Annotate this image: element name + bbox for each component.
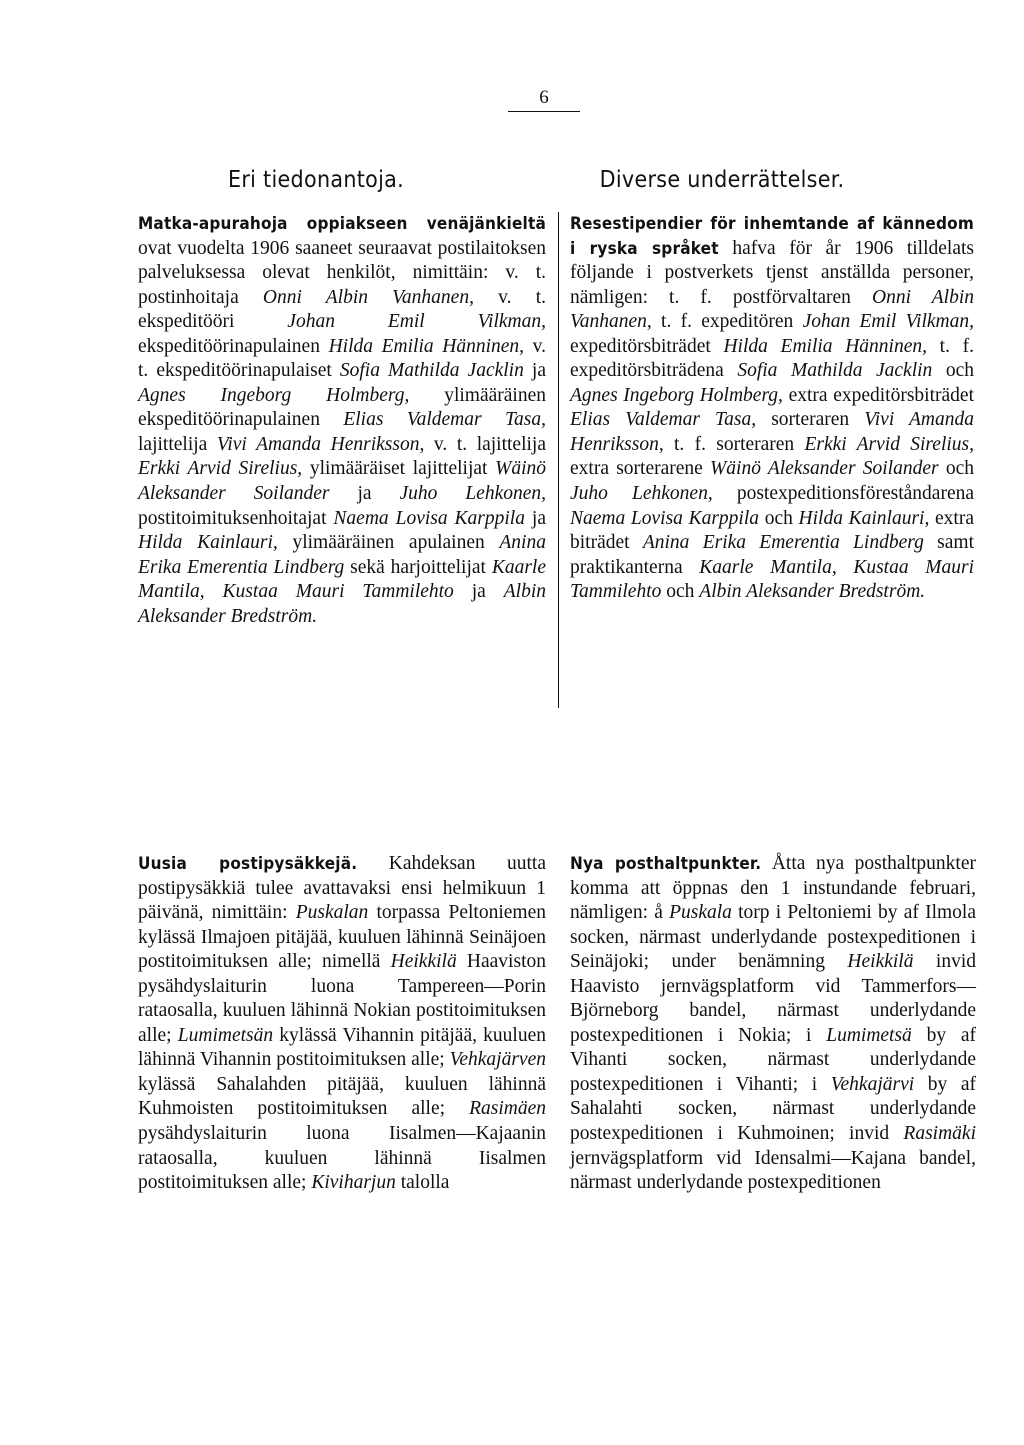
paragraph <box>570 212 974 605</box>
person-name: Erkki Arvid Sirelius, <box>804 433 974 455</box>
text: ylimääräinen ekspeditöörinapulainen <box>138 384 546 431</box>
person-name: Kaarle Mantila, Kustaa Mauri Tammilehto <box>570 556 974 603</box>
text: ovat vuodelta 1906 saaneet seuraavat postilaitoksen palveluksessa olevat henkilöt, nimittäin: v. t. postinhoitaja <box>138 237 546 308</box>
person-name: Hilda Emilia Hänninen, <box>328 335 525 357</box>
person-name: Vivi Amanda Henriksson, <box>216 433 425 455</box>
place-name: Heikkilä <box>390 951 457 973</box>
place-name: Vehkajärvi <box>830 1073 915 1095</box>
person-name: Vivi Amanda Henriksson, <box>570 409 974 455</box>
person-name: Elias Valdemar Tasa, <box>343 409 546 431</box>
place-name: Puskala <box>669 902 732 924</box>
page-number: 6 <box>539 87 549 108</box>
scholarship-notice-finnish <box>138 212 546 629</box>
text: torpassa Peltoniemen kylässä Ilmajoen pitäjää, kuuluen lähinnä Seinäjoen postitoimituksen alle; nimellä <box>138 902 546 973</box>
person-name: Naema Lovisa Karppila <box>333 507 525 529</box>
text: torp i Peltoniemi by af Ilmola socken, närmast underlydande postexpeditionen i Seinäjoki; under benämning <box>570 902 977 973</box>
heading-finnish: Eri tiedonantoja. <box>227 167 405 193</box>
text: och <box>932 360 974 382</box>
place-name: Vehkajärven <box>449 1049 546 1071</box>
place-name: Rasimäki <box>903 1123 976 1145</box>
paragraph-lead: Resestipendier för inhemtande af kännedom i ryska språket <box>570 214 974 259</box>
person-name: Elias Valdemar Tasa, <box>570 409 757 431</box>
person-name: Johan Emil Vilkman, <box>802 311 974 333</box>
place-name: Heikkilä <box>847 951 914 973</box>
text: extra sorterarene <box>570 458 711 480</box>
text: pysähdyslaiturin luona Iisalmen—Kajaanin rataosalla, kuuluen lähinnä Iisalmen postitoimituksen alle; <box>138 1123 546 1194</box>
text: t. f. expeditörsbiträdena <box>570 335 974 382</box>
text: samt praktikanterna <box>570 532 974 578</box>
person-name: Onni Albin Vanhanen, <box>570 286 974 333</box>
column-divider <box>558 212 559 708</box>
text: Åtta nya posthaltpunkter komma att öppnas den 1 instundande februari, nämligen: å <box>570 853 976 924</box>
person-name: Anina Erika Emerentia Lindberg <box>642 532 924 554</box>
person-name: Naema Lovisa Karppila <box>570 507 760 529</box>
paragraph <box>570 852 976 1196</box>
page-number-rule <box>508 111 580 112</box>
place-name: Lumimetsän <box>177 1024 274 1046</box>
person-name: Johan Emil Vilkman, <box>287 311 546 333</box>
text: ekspeditöörinapulainen <box>138 335 329 357</box>
text: kylässä Vihannin pitäjää, kuuluen lähinnä Vihannin postitoimituksen alle; <box>138 1024 546 1071</box>
text: jernvägsplatform vid Idensalmi—Kajana bandel, närmast underlydande postexpeditionen <box>570 1147 976 1194</box>
text: v. t. lajittelija <box>424 433 546 455</box>
text: Kahdeksan uutta postipysäkkiä tulee avattavaksi ensi helmikuun 1 päivänä, nimittäin: <box>138 853 546 924</box>
paragraph-lead: Matka-apurahoja oppiakseen venäjänkieltä <box>138 214 546 234</box>
paragraph <box>138 212 546 629</box>
text: ja <box>329 483 400 505</box>
text: Haaviston pysähdyslaiturin luona Tampereen—Porin rataosalla, kuuluen lähinnä Nokian postitoimituksen alle; <box>138 951 546 1046</box>
new-mailboxes-swedish <box>570 852 976 1196</box>
text: postexpeditionsföreståndarena <box>712 483 975 505</box>
text: by af Sahalahti socken, närmast underlydande postexpeditionen i Kuhmoinen; invid <box>570 1073 976 1145</box>
text: sorteraren <box>756 409 865 431</box>
paragraph-lead: Uusia postipysäkkejä. <box>138 854 358 874</box>
place-name: Lumimetsä <box>826 1024 912 1046</box>
text: sekä harjoittelijat <box>344 556 492 578</box>
person-name: Wäinö Aleksander Soilander <box>710 458 939 480</box>
text: lajittelija <box>138 433 217 455</box>
person-name: Hilda Kainlauri, <box>798 507 930 529</box>
person-name: Onni Albin Vanhanen, <box>262 286 474 308</box>
person-name: Hilda Emilia Hänninen, <box>723 335 927 357</box>
heading-swedish: Diverse underrättelser. <box>599 167 845 193</box>
text: hafva för år 1906 tilldelats följande i postverkets tjenst anställda personer, nämligen: t. f. postförvaltaren <box>570 237 974 308</box>
text: v. t. ekspeditöörinapulaiset <box>138 335 546 382</box>
text: extra expeditörsbiträdet <box>782 384 974 406</box>
person-name: Agnes Ingeborg Holmberg, <box>570 384 783 406</box>
paragraph-lead: Nya posthaltpunkter. <box>570 854 762 874</box>
new-mailboxes-finnish <box>138 852 546 1196</box>
scholarship-notice-swedish <box>570 212 974 605</box>
person-name: Sofia Mathilda Jacklin <box>737 360 933 382</box>
text: postitoimituksenhoitajat <box>138 507 334 529</box>
person-name: Agnes Ingeborg Holmberg, <box>138 384 410 406</box>
text: v. t. ekspeditööri <box>138 286 546 333</box>
place-name: Puskalan <box>295 902 369 924</box>
text: by af Vihanti socken, närmast underlydande postexpeditionen i Vihanti; i <box>570 1024 976 1095</box>
person-name: Juho Lehkonen, <box>570 483 713 505</box>
text: invid Haavisto jernvägsplatform vid Tammerfors—Björneborg bandel, närmast underlydande postexpeditionen i Nokia; i <box>570 951 976 1046</box>
text: ja <box>524 507 546 529</box>
text: ja <box>523 360 546 382</box>
text: och <box>759 507 799 529</box>
person-name: Albin Aleksander Bredström. <box>699 581 926 603</box>
person-name: Wäinö Aleksander Soilander <box>138 458 546 505</box>
text: t. f. expeditören <box>651 311 803 333</box>
text: t. f. sorteraren <box>663 433 805 455</box>
text: ja <box>453 581 504 603</box>
text: och <box>661 581 700 603</box>
person-name: Juho Lehkonen, <box>399 483 547 505</box>
text: extra biträdet <box>570 507 974 554</box>
paragraph <box>138 852 546 1196</box>
person-name: Sofia Mathilda Jacklin <box>339 360 524 382</box>
text: talolla <box>395 1172 450 1194</box>
text: och <box>938 458 974 480</box>
place-name: Kiviharjun <box>311 1172 396 1194</box>
text: kylässä Sahalahden pitäjää, kuuluen lähinnä Kuhmoisten postitoimituksen alle; <box>138 1073 546 1120</box>
person-name: Hilda Kainlauri, <box>138 532 278 554</box>
text: ylimääräiset lajittelijat <box>302 458 496 480</box>
person-name: Albin Aleksander Bredström. <box>138 581 546 627</box>
person-name: Kaarle Mantila, Kustaa Mauri Tammilehto <box>138 556 546 603</box>
place-name: Rasimäen <box>469 1098 546 1120</box>
text: expeditörsbiträdet <box>570 335 724 357</box>
person-name: Anina Erika Emerentia Lindberg <box>138 532 546 578</box>
person-name: Erkki Arvid Sirelius, <box>138 458 303 480</box>
text: ylimääräinen apulainen <box>277 532 500 554</box>
